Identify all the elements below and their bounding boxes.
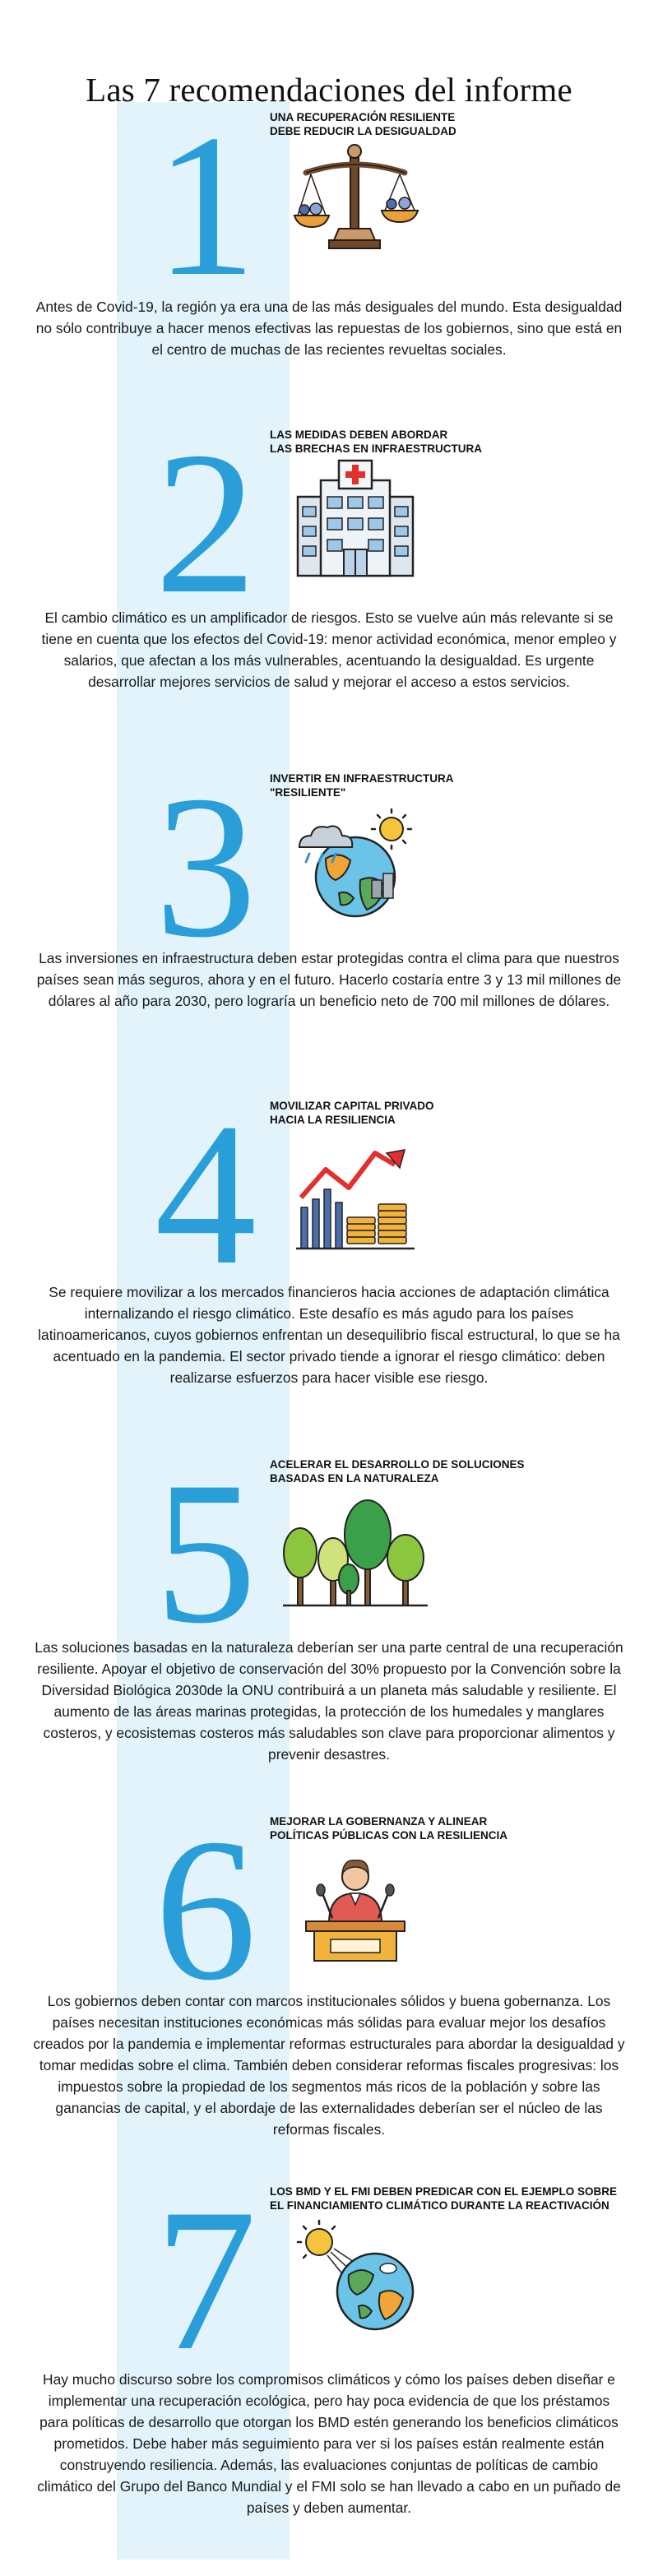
recommendation-number: 7 (155, 2166, 257, 2393)
recommendation-body: Los gobiernos deben contar con marcos institucionales sólidos y buena gobernanza. Los países necesitan instituciones económicas más sólidas para evaluar mejor los desafíos creados por la pandemia e implementar reformas estructurales para abordar la desigualdad y tomar medidas sobre el clima. También deben considerar reformas fiscales progresivas: los impuestos sobre la propiedad de los segmentos más ricos de la población y sobre las ganancias de capital, y el abordaje de las externalidades deberían ser el núcleo de las reformas fiscales. (33, 1993, 625, 2138)
hospital-icon (290, 457, 421, 581)
recommendation-body: Antes de Covid-19, la región ya era una de las más desiguales del mundo. Esta desigualdad no sólo contribuye a hacer menos efectivas las repuestas de los gobiernos, sino que está en el centro de muchas de las recientes revueltas sociales. (35, 299, 623, 358)
speaker-podium-icon (290, 1844, 421, 1967)
recommendation-heading: MOVILIZAR CAPITAL PRIVADO HACIA LA RESILIENCIA (270, 1100, 434, 1126)
recommendation-heading: LOS BMD Y EL FMI DEBEN PREDICAR CON EL EJEMPLO SOBRE EL FINANCIAMIENTO CLIMÁTICO DURANTE LA REACTIVACIÓN (270, 2185, 618, 2212)
recommendation-heading: ACELERAR EL DESARROLLO DE SOLUCIONES BASADAS EN LA NATURALEZA (270, 1458, 525, 1485)
recommendation-body: Las soluciones basadas en la naturaleza deberían ser una parte central de una recuperación resiliente. Apoyar el objetivo de conservación del 30% propuesto por la Convención sobre la Diversidad Biológica 2030de la ONU contribuirá a un planeta más saludable y resiliente. El aumento de las áreas marinas protegidas, la protección de los humedales y manglares costeros, y ecosistemas costeros más saludables son clave para proporcionar alimentos y prevenir desastres. (35, 1639, 623, 1763)
recommendation-body: Se requiere movilizar a los mercados financieros hacia acciones de adaptación climática internalizando el riesgo climático. Este desafío es más agudo para los países latinoamericanos, cuyos gobiernos enfrentan un desequilibrio fiscal estructural, lo que se ha acentuado en la pandemia. El sector privado tiende a ignorar el riesgo climático: deben realizarse esfuerzos para hacer visible ese riesgo. (38, 1284, 620, 1386)
recommendation-heading: UNA RECUPERACIÓN RESILIENTE DEBE REDUCIR LA DESIGUALDAD (270, 111, 456, 137)
recommendation-number: 2 (155, 410, 257, 636)
recommendation-number: 4 (155, 1081, 257, 1307)
recommendation-heading: LAS MEDIDAS DEBEN ABORDAR LAS BRECHAS EN INFRAESTRUCTURA (270, 429, 483, 455)
globe-sun-icon (290, 2214, 421, 2337)
recommendation-number: 6 (155, 1796, 257, 2022)
recommendation-body: Hay mucho discurso sobre los compromisos climáticos y cómo los países deben diseñar e implementar una recuperación ecológica, pero hay poca evidencia de que los préstamos para políticas de desarrollo que otorgan los BMD estén generando los beneficios climáticos prometidos. Debe haber más seguimiento para ver si los países están realmente están construyendo resiliencia. Además, las evaluaciones conjuntas de políticas de cambio climático del Grupo del Banco Mundial y el FMI solo se han llevado a cabo en un puñado de países y deben aumentar. (37, 2371, 621, 2516)
recommendation-number: 5 (155, 1439, 257, 1666)
recommendation-body: El cambio climático es un amplificador de riesgos. Esto se vuelve aún más relevante si se tiene en cuenta que los efectos del Covid-19: menor actividad económica, menor empleo y salarios, que afectan a los más vulnerables, acentuando la desigualdad. Es urgente desarrollar mejores servicios de salud y mejorar el acceso a estos servicios. (41, 609, 617, 690)
page-title: Las 7 recomendaciones del informe (86, 71, 572, 109)
finance-growth-icon (290, 1128, 421, 1252)
forest-icon (280, 1487, 431, 1610)
recommendation-number: 3 (155, 753, 257, 980)
recommendation-number: 1 (155, 92, 257, 318)
recommendation-body: Las inversiones en infraestructura deben estar protegidas contra el clima para que nuestros países sean más seguros, ahora y en el futuro. Hacerlo costaría entre 3 y 13 mil millones de dólares al año para 2030, pero lograría un beneficio neto de 700 mil millones de dólares. (36, 950, 622, 1009)
recommendation-heading: INVERTIR EN INFRAESTRUCTURA "RESILIENTE" (270, 772, 454, 799)
globe-weather-icon (290, 801, 421, 924)
balance-scale-icon (290, 140, 421, 263)
recommendation-heading: MEJORAR LA GOBERNANZA Y ALINEAR POLÍTICAS PÚBLICAS CON LA RESILIENCIA (270, 1815, 508, 1842)
